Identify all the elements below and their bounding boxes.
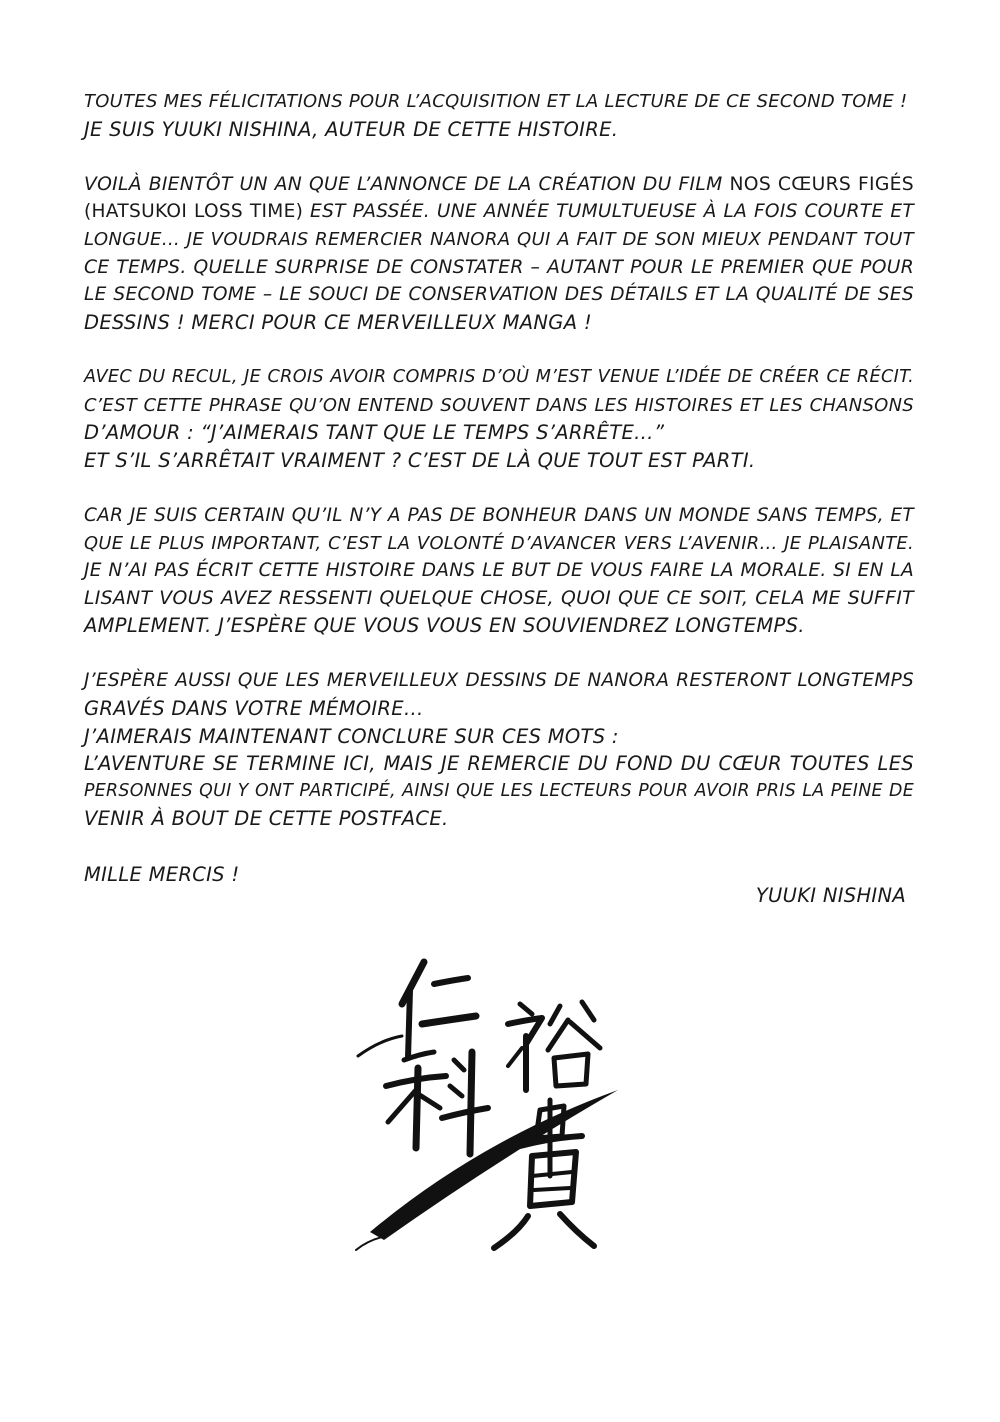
text-line: PERSONNES QUI Y ONT PARTICIPÉ, AINSI QUE LES LECTEURS POUR AVOIR PRIS LA PEINE DE — [84, 780, 914, 801]
text-segment: EST PASSÉE. UNE ANNÉE TUMULTUEUSE À LA FOIS COURTE ET — [303, 201, 914, 223]
text-line: VENIR À BOUT DE CETTE POSTFACE. — [84, 807, 449, 831]
text-line: CE TEMPS. QUELLE SURPRISE DE CONSTATER – AUTANT POUR LE PREMIER QUE POUR — [84, 256, 914, 278]
text-line: D’AMOUR : “J’AIMERAIS TANT QUE LE TEMPS S’ARRÊTE…” — [84, 421, 665, 445]
text-line: DESSINS ! MERCI POUR CE MERVEILLEUX MANGA ! — [84, 310, 592, 334]
text-line: AVEC DU RECUL, JE CROIS AVOIR COMPRIS D’OÙ M’EST VENUE L’IDÉE DE CRÉER CE RÉCIT. — [84, 366, 914, 387]
text-line: TOUTES MES FÉLICITATIONS POUR L’ACQUISITION ET LA LECTURE DE CE SECOND TOME ! — [84, 91, 908, 112]
text-line: ET S’IL S’ARRÊTAIT VRAIMENT ? C’EST DE LÀ QUE TOUT EST PARTI. — [84, 448, 756, 472]
text-line — [84, 198, 914, 226]
signature-calligraphy-icon — [350, 940, 630, 1280]
text-line: J’ESPÈRE AUSSI QUE LES MERVEILLEUX DESSINS DE NANORA RESTERONT LONGTEMPS — [84, 670, 914, 692]
text-line: LE SECOND TOME – LE SOUCI DE CONSERVATION DES DÉTAILS ET LA QUALITÉ DE SES — [84, 284, 914, 306]
text-line: CAR JE SUIS CERTAIN QU’IL N’Y A PAS DE BONHEUR DANS UN MONDE SANS TEMPS, ET — [84, 504, 914, 526]
film-original-title: (HATSUKOI LOSS TIME) — [84, 201, 304, 223]
text-line — [84, 171, 914, 199]
paragraph-greeting — [84, 88, 914, 143]
paragraph-time — [84, 502, 914, 640]
text-line: MILLE MERCIS ! — [84, 862, 240, 886]
text-line: JE SUIS YUUKI NISHINA, AUTEUR DE CETTE HISTOIRE. — [84, 117, 619, 141]
author-signoff: YUUKI NISHINA — [755, 884, 906, 907]
text-line: LONGUE… JE VOUDRAIS REMERCIER NANORA QUI A FAIT DE SON MIEUX PENDANT TOUT — [84, 228, 914, 250]
text-line: J’AIMERAIS MAINTENANT CONCLURE SUR CES MOTS : — [84, 724, 619, 748]
paragraph-film — [84, 171, 914, 337]
film-title: NOS CŒURS FIGÉS — [729, 173, 915, 195]
text-line: L’AVENTURE SE TERMINE ICI, MAIS JE REMERCIE DU FOND DU CŒUR TOUTES LES — [84, 752, 914, 776]
text-line: AMPLEMENT. J’ESPÈRE QUE VOUS VOUS EN SOUVIENDREZ LONGTEMPS. — [84, 614, 805, 638]
postface-text — [84, 88, 914, 916]
paragraph-thanks — [84, 667, 914, 833]
text-line: QUE LE PLUS IMPORTANT, C’EST LA VOLONTÉ D’AVANCER VERS L’AVENIR… JE PLAISANTE. — [84, 532, 914, 554]
text-line: JE N’AI PAS ÉCRIT CETTE HISTOIRE DANS LE BUT DE VOUS FAIRE LA MORALE. SI EN LA — [84, 560, 914, 582]
text-line: C’EST CETTE PHRASE QU’ON ENTEND SOUVENT DANS LES HISTOIRES ET LES CHANSONS — [84, 394, 914, 416]
paragraph-origin — [84, 364, 914, 474]
author-signature — [350, 940, 630, 1280]
text-line: LISANT VOUS AVEZ RESSENTI QUELQUE CHOSE, QUOI QUE CE SOIT, CELA ME SUFFIT — [84, 587, 914, 609]
text-segment: VOILÀ BIENTÔT UN AN QUE L’ANNONCE DE LA CRÉATION DU FILM — [84, 173, 730, 195]
text-line: GRAVÉS DANS VOTRE MÉMOIRE… — [84, 697, 424, 721]
